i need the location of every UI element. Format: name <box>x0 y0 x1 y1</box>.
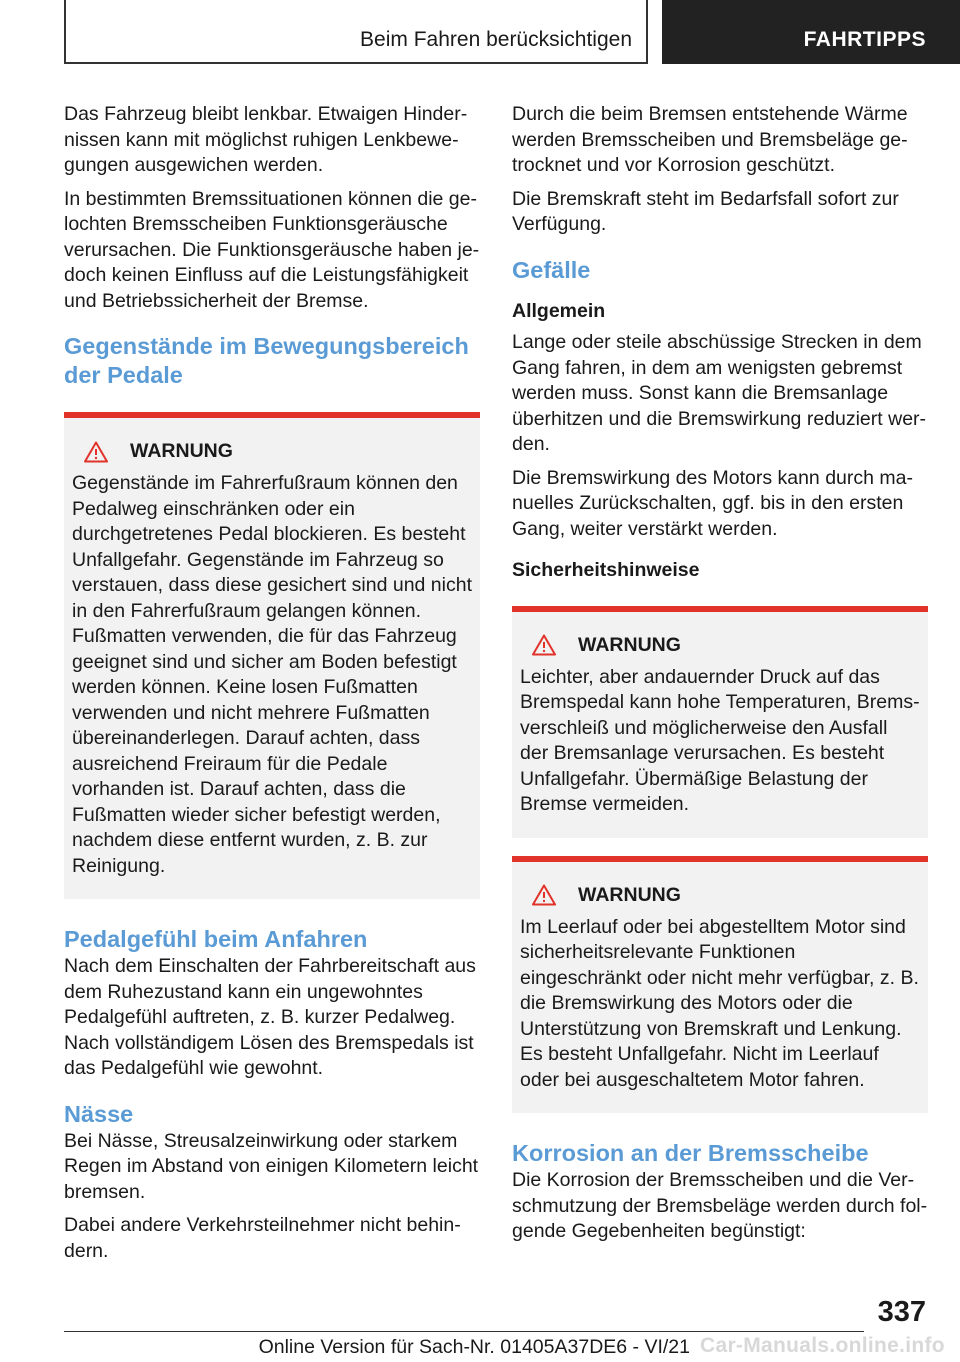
warning-label: WARNUNG <box>578 883 681 906</box>
paragraph: Die Bremskraft steht im Bedarfsfall sofort zur Verfügung. <box>512 187 899 235</box>
page-number: 337 <box>877 1296 926 1328</box>
paragraph: Die Korrosion der Bremsscheiben und die Verschmutzung der Bremsbeläge werden durch folgende Gegebenheiten begünstigt: <box>512 1169 928 1242</box>
footer-online-version: Online Version für Sach-Nr. 01405A37DE6 - VI/21 <box>258 1336 690 1358</box>
heading-pedal-feel: Pedalgefühl beim Anfahren <box>64 926 368 952</box>
warning-box-pressure <box>512 606 928 838</box>
heading-wet: Nässe <box>64 1100 134 1127</box>
warning-box-pedals <box>64 412 480 899</box>
subheading-safety: Sicherheitshinweise <box>512 559 700 581</box>
warning-triangle-icon <box>532 634 556 656</box>
warning-label: WARNUNG <box>130 440 233 462</box>
chapter-tab <box>662 0 960 64</box>
warning-triangle-icon <box>532 884 556 906</box>
right-column <box>512 102 928 1253</box>
warning-label: WARNUNG <box>578 633 681 656</box>
warning-title <box>520 634 920 657</box>
section-title: Beim Fahren berücksichtigen <box>360 28 632 51</box>
warning-text: Gegenstände im Fahrerfußraum können den Pedalweg einschränken oder ein durchgetretenes Pedal blockieren. Es besteht Unfallgefahr. Gegenstände im Fahrzeug so verstauen, dass diese gesichert sind und nicht in den Fahrerfußraum gelangen können. Fußmatten verwenden, die für das Fahrzeug geeignet sind und sicher am Boden befestigt werden können. Keine losen Fußmatten verwenden und nicht mehrere Fußmatten übereinanderlegen. Darauf achten, dass ausreichend Freiraum für die Pedale vorhanden ist. Darauf achten, dass die Fußmatten wieder sicher befestigt werden, nachdem diese entfernt wurden, z. B. zur Reinigung. <box>72 472 472 877</box>
paragraph: Das Fahrzeug bleibt lenkbar. Etwaigen Hindernissen kann mit möglichst ruhigen Lenkbewegungen ausgewichen werden. <box>64 103 468 176</box>
heading-corrosion: Korrosion an der Bremsscheibe <box>512 1140 869 1166</box>
page-header <box>0 0 960 66</box>
paragraph: Bei Nässe, Streusalzeinwirkung oder starkem Regen im Abstand von einigen Kilometern leicht bremsen. <box>64 1129 479 1203</box>
warning-triangle-icon <box>84 441 108 463</box>
footer-divider <box>64 1331 864 1332</box>
paragraph: In bestimmten Bremssituationen können die gelochten Bremsscheiben Funktionsgeräusche verursachen. Die Funktionsgeräusche haben jedoch keinen Einfluss auf die Leistungsfähigkeit und Betriebssicherheit der Bremse. <box>64 187 480 312</box>
subheading-general: Allgemein <box>512 299 606 322</box>
warning-title <box>520 884 920 907</box>
heading-slope: Gefälle <box>512 256 591 283</box>
heading-pedal-area: Gegenstände im Bewegungsbereich der Pedale <box>64 333 469 388</box>
watermark: Car-Manuals.online.info <box>700 1334 945 1357</box>
section-tab <box>64 0 648 64</box>
left-column <box>64 102 480 1272</box>
warning-box-idle <box>512 856 928 1114</box>
paragraph: Nach dem Einschalten der Fahrbereitschaft aus dem Ruhezustand kann ein ungewohntes Pedalgefühl auftreten, z. B. kurzer Pedalweg. Nach vollständigem Lösen des Bremspedals ist das Pedalgefühl wie gewohnt. <box>64 955 476 1079</box>
paragraph: Durch die beim Bremsen entstehende Wärme werden Bremsscheiben und Bremsbeläge getrocknet und vor Korrosion geschützt. <box>512 103 908 176</box>
chapter-title: FAHRTIPPS <box>803 28 926 51</box>
paragraph: Dabei andere Verkehrsteilnehmer nicht behindern. <box>64 1214 461 1262</box>
warning-text: Leichter, aber andauernder Druck auf das Bremspedal kann hohe Temperaturen, Bremsverschleiß und möglicherweise den Ausfall der Bremsanlage verursachen. Es besteht Unfallgefahr. Übermäßige Belastung der Bremse vermeiden. <box>520 665 920 815</box>
paragraph: Die Bremswirkung des Motors kann durch manuelles Zurückschalten, ggf. bis in den ersten Gang, weiter verstärkt werden. <box>512 466 913 540</box>
warning-text: Im Leerlauf oder bei abgestelltem Motor sind sicherheitsrelevante Funktionen eingeschränkt oder nicht mehr verfügbar, z. B. die Bremswirkung des Motors oder die Unterstützung von Bremskraft und Lenkung. Es besteht Unfallgefahr. Nicht im Leerlauf oder bei ausgeschaltetem Motor fahren. <box>520 915 919 1091</box>
paragraph: Lange oder steile abschüssige Strecken in dem Gang fahren, in dem am wenigsten gebremst werden muss. Sonst kann die Bremsanlage überhitzen und die Bremswirkung reduziert werden. <box>512 331 927 455</box>
warning-title <box>72 440 472 463</box>
